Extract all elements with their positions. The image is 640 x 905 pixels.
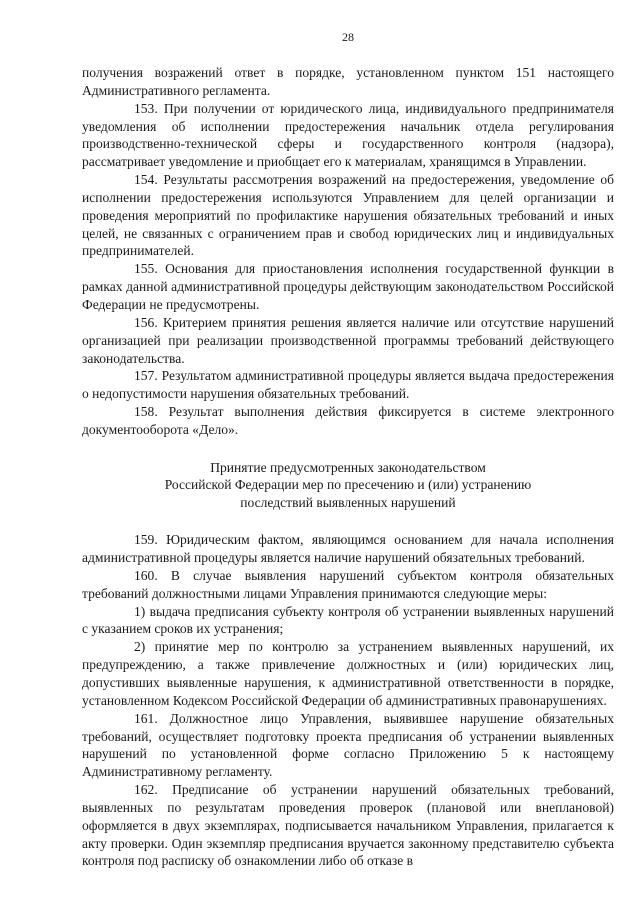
list-item-2: 2) принятие мер по контролю за устранением выявленных нарушений, их предупреждению, а также привлечение должностных и (или) юридических лиц, допустивших выявленные нарушения, к административной ответственности в порядке, установленном Кодексом Российской Федерации об административных правонарушениях. [82,639,614,708]
paragraph-157: 157. Результатом административной процедуры является выдача предостережения о недопустимости нарушения обязательных требований. [82,368,614,402]
paragraph-162: 162. Предписание об устранении нарушений обязательных требований, выявленных по результатам проведения проверок (плановой или внеплановой) оформляется в двух экземплярах, подписывается начальником Управления, прилагается к акту проверки. Один экземпляр предписания вручается законному представителю субъекта контроля под расписку об ознакомлении либо об отказе в [82,782,614,869]
paragraph-159: 159. Юридическим фактом, являющимся основанием для начала исполнения административной процедуры является наличие нарушений обязательных требований. [82,532,614,566]
section-heading-line: Принятие предусмотренных законодательством [210,459,486,475]
list-item-1: 1) выдача предписания субъекту контроля об устранении выявленных нарушений с указанием сроков их устранения; [82,603,614,637]
page-number: 28 [342,30,354,44]
paragraph-158: 158. Результат выполнения действия фиксируется в системе электронного документооборота «Дело». [82,404,614,437]
section-heading-line: Российской Федерации мер по пресечению и (или) устранению [164,477,532,493]
section-heading-line: последствий выявленных нарушений [240,494,456,510]
paragraph-161: 161. Должностное лицо Управления, выявившее нарушение обязательных требований, осуществляет подготовку проекта предписания об устранении выявленных нарушений по установленной форме согласно Приложению 5 к настоящему Административному регламенту. [82,710,614,780]
paragraph-continuation: получения возражений ответ в порядке, установленном пунктом 151 настоящего Административного регламента. [82,65,614,98]
paragraph-160: 160. В случае выявления нарушений субъектом контроля обязательных требований должностными лицами Управления принимаются следующие меры: [82,567,614,601]
paragraph-156: 156. Критерием принятия решения является наличие или отсутствие нарушений организацией при реализации производственной программы требований действующего законодательства. [82,314,614,366]
paragraph-155: 155. Основания для приостановления исполнения государственной функции в рамках данной административной процедуры действующим законодательством Российской Федерации не предусмотрены. [82,261,614,312]
body-text-bottom [82,531,614,870]
paragraph-154: 154. Результаты рассмотрения возражений на предостережения, уведомление об исполнении предостережения используются Управлением для целей организации и проведения мероприятий по профилактике нарушения обязательных требований и иных целей, не связанных с ограничением прав и свобод юридических лиц и индивидуальных предпринимателей. [82,172,614,259]
body-text-top [82,64,614,439]
paragraph-153: 153. При получении от юридического лица, индивидуального предпринимателя уведомления об исполнении предостережения начальник отдела регулирования производственно-технической сферы и государственного контроля (надзора), рассматривает уведомление и приобщает его к материалам, хранящимся в Управлении. [82,100,614,170]
section-heading [82,459,614,512]
